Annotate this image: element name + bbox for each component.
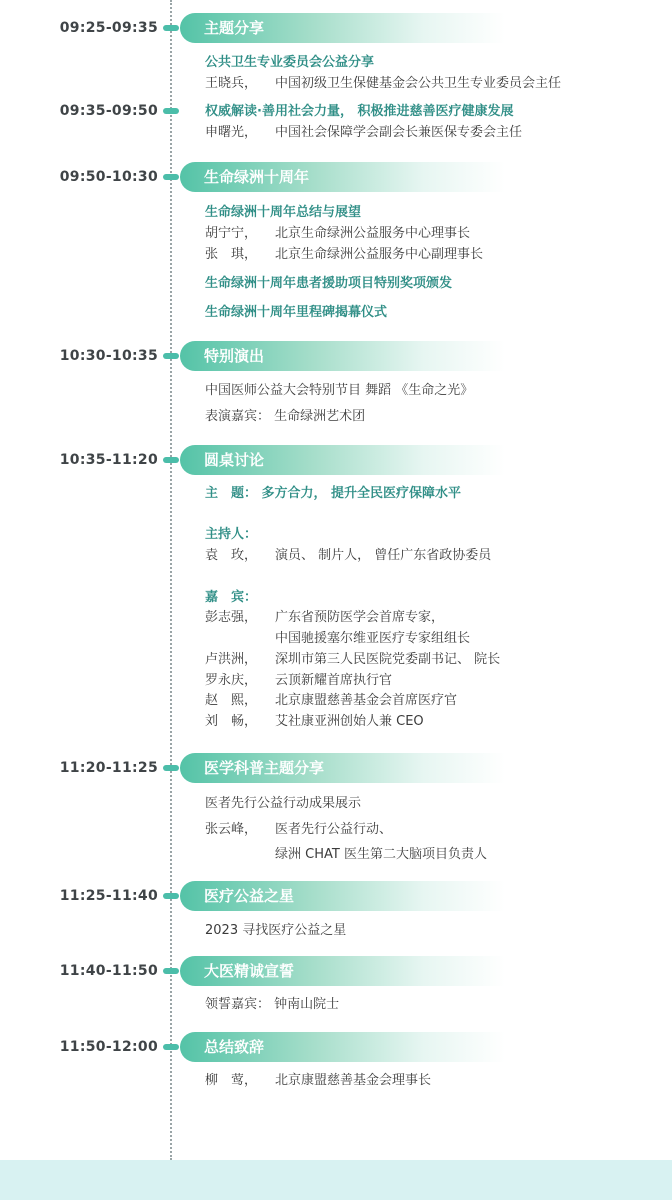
speaker-role: 北京康盟慈善基金会理事长 — [275, 1073, 432, 1088]
bottom-band — [0, 1160, 672, 1200]
speaker-role: 北京生命绿洲公益服务中心理事长 — [275, 226, 471, 241]
agenda-title: 公共卫生专业委员会公益分享 — [205, 55, 375, 70]
session-header — [180, 445, 505, 475]
guest-label: 嘉 宾： — [205, 590, 258, 605]
guest-name: 赵 熙， — [205, 693, 258, 708]
agenda-title: 生命绿洲十周年总结与展望 — [205, 205, 362, 220]
session-header — [180, 341, 505, 371]
guest-role: 深圳市第三人民医院党委副书记、 院长 — [275, 652, 501, 667]
speaker-role: 北京生命绿洲公益服务中心副理事长 — [275, 247, 484, 262]
speaker-name: 张云峰， — [205, 822, 258, 837]
speaker-line — [205, 225, 471, 242]
session-header — [180, 881, 505, 911]
agenda-line: 医者先行公益行动成果展示 — [205, 796, 362, 811]
session-header-label: 医疗公益之星 — [204, 887, 295, 905]
guest-line — [205, 609, 445, 626]
agenda-title: 权威解读·善用社会力量， 积极推进慈善医疗健康发展 — [205, 104, 514, 119]
speaker-name: 胡宁宁， — [205, 226, 258, 241]
guest-line — [205, 672, 393, 689]
session-time: 11:20-11:25 — [59, 760, 158, 776]
speaker-name: 张 琪， — [205, 247, 258, 262]
speaker-role: 绿洲 CHAT 医生第二大脑项目负责人 — [275, 847, 487, 862]
agenda-title: 生命绿洲十周年患者援助项目特别奖项颁发 — [205, 276, 453, 291]
session-time: 11:40-11:50 — [59, 963, 158, 979]
timeline-dot — [163, 1044, 179, 1050]
speaker-name: 申曙光， — [205, 125, 258, 140]
speaker-role: 中国社会保障学会副会长兼医保专委会主任 — [275, 125, 523, 140]
session-header-label: 圆桌讨论 — [204, 451, 265, 469]
agenda-line: 领誓嘉宾： 钟南山院士 — [205, 997, 340, 1012]
timeline-dot — [163, 174, 179, 180]
agenda-title: 生命绿洲十周年里程碑揭幕仪式 — [205, 305, 388, 320]
agenda-line: 中国医师公益大会特别节目 舞蹈 《生命之光》 — [205, 383, 474, 398]
guest-name: 彭志强， — [205, 610, 258, 625]
guest-role: 云顶新耀首席执行官 — [275, 673, 393, 688]
speaker-line — [205, 124, 523, 141]
speaker-name: 王晓兵， — [205, 76, 258, 91]
session-header-label: 特别演出 — [204, 347, 265, 365]
timeline-dot — [163, 108, 179, 114]
session-header-label: 大医精诚宣誓 — [204, 962, 295, 980]
host-label: 主持人： — [205, 527, 258, 542]
guest-role: 广东省预防医学会首席专家， — [275, 610, 445, 625]
session-time: 09:25-09:35 — [59, 20, 158, 36]
timeline-dot — [163, 457, 179, 463]
guest-line — [205, 692, 458, 709]
speaker-role: 医者先行公益行动、 — [275, 822, 393, 837]
guest-role: 中国驰援塞尔维亚医疗专家组组长 — [275, 631, 471, 646]
timeline-dot — [163, 25, 179, 31]
session-header — [180, 13, 505, 43]
session-time: 09:50-10:30 — [59, 169, 158, 185]
speaker-line — [205, 75, 562, 92]
session-time: 10:30-10:35 — [59, 348, 158, 364]
roundtable-theme: 主 题： 多方合力， 提升全民医疗保障水平 — [205, 486, 462, 501]
guest-line — [205, 713, 424, 730]
session-header-label: 医学科普主题分享 — [204, 759, 325, 777]
session-time: 11:50-12:00 — [59, 1039, 158, 1055]
timeline-dot — [163, 353, 179, 359]
timeline-dot — [163, 968, 179, 974]
guest-role: 艾社康亚洲创始人兼 CEO — [275, 714, 424, 729]
session-header — [180, 753, 505, 783]
guest-line — [205, 651, 501, 668]
speaker-line — [205, 246, 484, 263]
session-header — [180, 956, 505, 986]
session-time: 11:25-11:40 — [59, 888, 158, 904]
session-header — [180, 1032, 505, 1062]
guest-name: 罗永庆， — [205, 673, 258, 688]
guest-role: 北京康盟慈善基金会首席医疗官 — [275, 693, 458, 708]
guest-name: 卢洪洲， — [205, 652, 258, 667]
agenda-line: 2023 寻找医疗公益之星 — [205, 923, 347, 938]
session-header-label: 主题分享 — [204, 19, 265, 37]
session-time: 09:35-09:50 — [59, 103, 158, 119]
speaker-role: 演员、 制片人， 曾任广东省政协委员 — [275, 548, 492, 563]
speaker-line — [205, 821, 393, 838]
speaker-line — [205, 1072, 432, 1089]
speaker-name: 柳 莺， — [205, 1073, 258, 1088]
timeline-dot — [163, 893, 179, 899]
guest-name: 刘 畅， — [205, 714, 258, 729]
session-header — [180, 162, 505, 192]
timeline-dot — [163, 765, 179, 771]
session-time: 10:35-11:20 — [59, 452, 158, 468]
session-header-label: 生命绿洲十周年 — [204, 168, 310, 186]
speaker-line — [205, 547, 492, 564]
session-header-label: 总结致辞 — [204, 1038, 265, 1056]
speaker-role: 中国初级卫生保健基金会公共卫生专业委员会主任 — [275, 76, 562, 91]
agenda-line: 表演嘉宾： 生命绿洲艺术团 — [205, 409, 366, 424]
speaker-name: 袁 玫， — [205, 548, 258, 563]
